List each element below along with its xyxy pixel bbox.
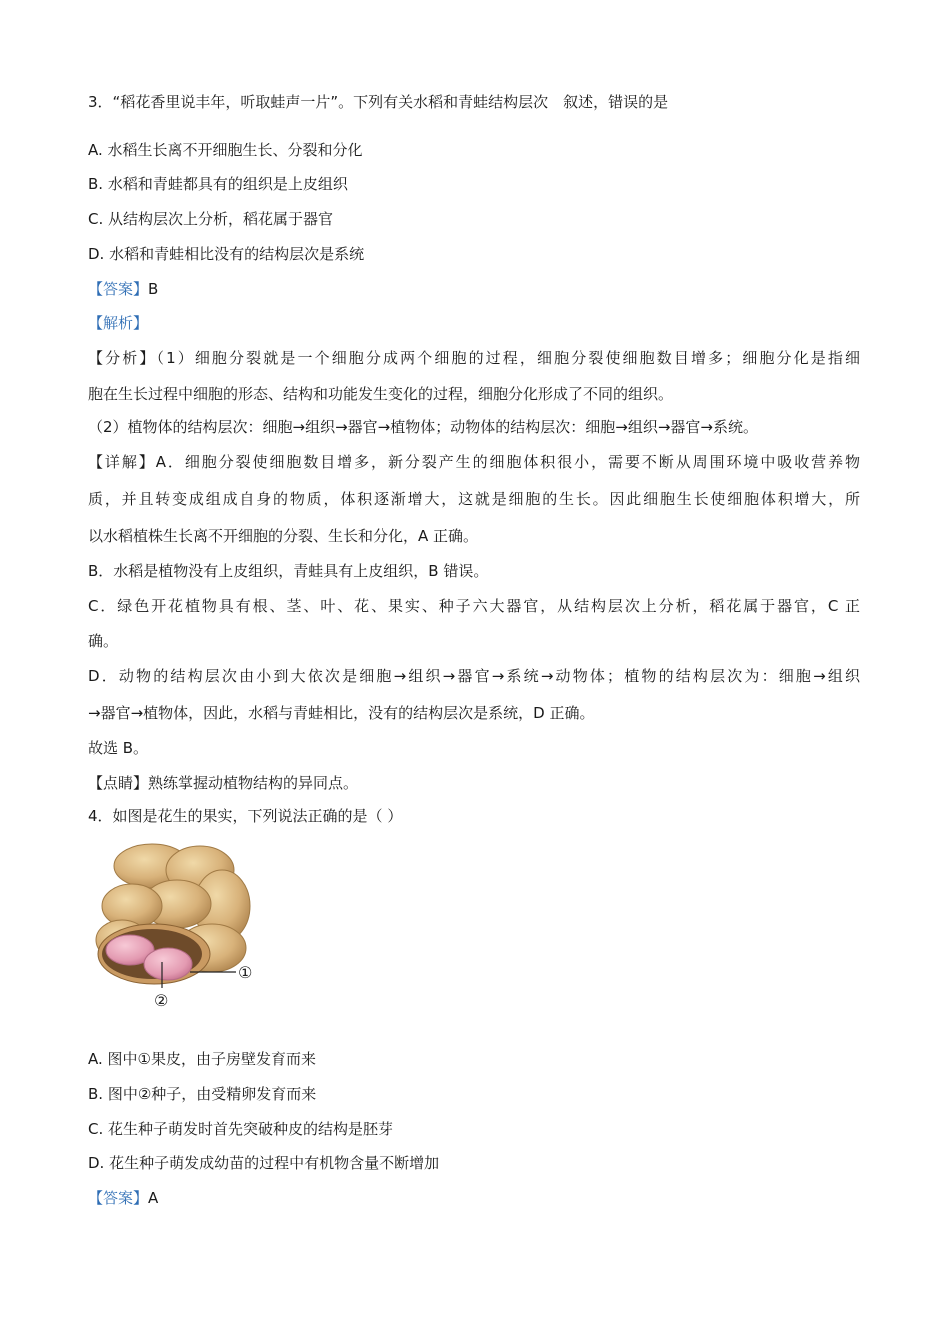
q3-detail-c-line2: 确。 bbox=[88, 632, 119, 650]
q3-fenxi-line3: （2）植物体的结构层次：细胞→组织→器官→植物体；动物体的结构层次：细胞→组织→器官→系统。 bbox=[88, 418, 758, 436]
peanut-figure bbox=[92, 836, 267, 1014]
figure-label-2: ② bbox=[154, 991, 169, 1010]
detail-a-text-1: A．细胞分裂使细胞数目增多，新分裂产生的细胞体积很小，需要不断从周围环境中吸收营养物 bbox=[155, 453, 860, 471]
q3-option-a: A. 水稻生长离不开细胞生长、分裂和分化 bbox=[88, 141, 363, 159]
q3-detail-b: B．水稻是植物没有上皮组织，青蛙具有上皮组织，B 错误。 bbox=[88, 562, 489, 580]
q4-option-c: C. 花生种子萌发时首先突破种皮的结构是胚芽 bbox=[88, 1120, 394, 1138]
q3-dianjing-line bbox=[88, 773, 358, 793]
q3-analysis-heading bbox=[88, 313, 148, 333]
q3-detail-a-line2: 质，并且转变成组成自身的物质，体积逐渐增大，这就是细胞的生长。因此细胞生长使细胞体积增大，所 bbox=[88, 490, 860, 508]
q3-stem: 3．“稻花香里说丰年，听取蛙声一片”。下列有关水稻和青蛙结构层次 叙述，错误的是 bbox=[88, 93, 669, 111]
q4-answer-line bbox=[88, 1188, 158, 1208]
answer-value: B bbox=[148, 280, 159, 298]
q4-option-d: D. 花生种子萌发成幼苗的过程中有机物含量不断增加 bbox=[88, 1154, 440, 1172]
q3-fenxi-line2: 胞在生长过程中细胞的形态、结构和功能发生变化的过程，细胞分化形成了不同的组织。 bbox=[88, 385, 674, 403]
answer-tag: 【答案】 bbox=[88, 1189, 149, 1207]
dianjing-tag: 【点睛】 bbox=[88, 774, 149, 792]
q3-detail-a-line3: 以水稻植株生长离不开细胞的分裂、生长和分化，A 正确。 bbox=[88, 527, 479, 545]
opened-peanut bbox=[98, 924, 210, 984]
q4-option-a: A. 图中①果皮，由子房壁发育而来 bbox=[88, 1050, 316, 1068]
dianjing-text: 熟练掌握动植物结构的异同点。 bbox=[148, 774, 359, 792]
peanut-seed-2 bbox=[144, 948, 192, 980]
q3-option-b: B. 水稻和青蛙都具有的组织是上皮组织 bbox=[88, 175, 348, 193]
detail-tag: 【详解】 bbox=[88, 453, 156, 471]
q4-stem: 4．如图是花生的果实，下列说法正确的是（ ） bbox=[88, 807, 403, 825]
q3-choose: 故选 B。 bbox=[88, 739, 149, 757]
peanut-illustration bbox=[92, 836, 267, 1014]
figure-label-1: ① bbox=[238, 963, 253, 982]
fenxi-tag: 【分析】 bbox=[88, 349, 157, 367]
q3-detail-d-line1: D．动物的结构层次由小到大依次是细胞→组织→器官→系统→动物体；植物的结构层次为：细胞→组织 bbox=[88, 667, 860, 685]
analysis-tag: 【解析】 bbox=[88, 314, 149, 332]
fenxi-text-1: （1）细胞分裂就是一个细胞分成两个细胞的过程，细胞分裂使细胞数目增多；细胞分化是指细 bbox=[156, 349, 860, 367]
q3-answer-line bbox=[88, 279, 158, 299]
q3-fenxi-line1 bbox=[88, 348, 860, 368]
q3-detail-d-line2: →器官→植物体，因此，水稻与青蛙相比，没有的结构层次是系统，D 正确。 bbox=[88, 704, 595, 722]
q3-detail-c-line1: C．绿色开花植物具有根、茎、叶、花、果实、种子六大器官，从结构层次上分析，稻花属于器官，C 正 bbox=[88, 597, 860, 615]
answer-value: A bbox=[148, 1189, 159, 1207]
q3-detail-a-line1 bbox=[88, 452, 860, 472]
q3-option-d: D. 水稻和青蛙相比没有的结构层次是系统 bbox=[88, 245, 365, 263]
q3-option-c: C. 从结构层次上分析，稻花属于器官 bbox=[88, 210, 334, 228]
q4-option-b: B. 图中②种子，由受精卵发育而来 bbox=[88, 1085, 317, 1103]
answer-tag: 【答案】 bbox=[88, 280, 149, 298]
